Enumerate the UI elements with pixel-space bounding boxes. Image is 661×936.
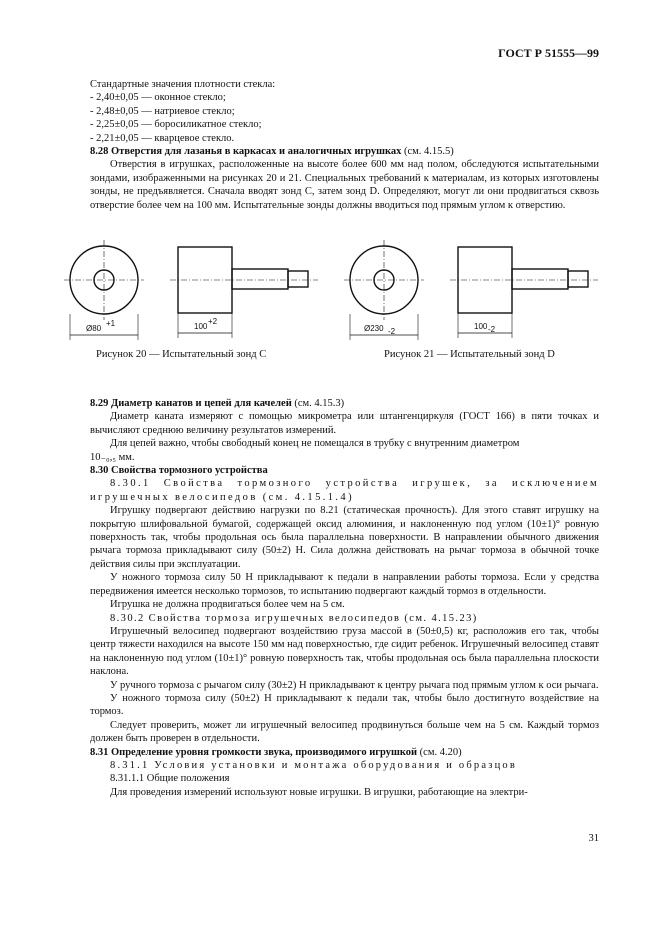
probe-d-shaft [512, 269, 568, 289]
main-text-block [90, 397, 599, 799]
density-item: - 2,40±0,05 — оконное стекло; [90, 92, 226, 104]
section-8-31 [90, 746, 599, 759]
section-title: 8.28 Отверстия для лазанья в каркасах и аналогичных игрушках [90, 146, 402, 158]
subsection-8-30-1: 8.30.1 Свойства тормозного устройства игрушек, за исключением игрушечных велосипедов (см. 4.15.1.4) [90, 478, 599, 503]
fig20-len-label: 100 [194, 322, 208, 331]
section-ref: (см. 4.15.5) [401, 146, 454, 158]
section-8-30-title: 8.30 Свойства тормозного устройства [90, 465, 268, 477]
paragraph: Для проведения измерений используют новые игрушки. В игрушки, работающие на электри- [110, 786, 528, 798]
section-8-28-text: Отверстия в игрушках, расположенные на высоте более 600 мм над полом, обследуются испытательными зондами, изображенными на рисунках 20 и 21. Специальных требований к материалам, из которых изготовлены зонды, не предъявляется. Сначала вводят зонд C, затем зонд D. Определяют, могут ли они продвигаться сквозь отверстие более чем на 100 мм. Испытательные зонды должны вводиться под прямым углом к отверстию. [90, 159, 599, 211]
fig20-dia-label: Ø80 [86, 324, 102, 333]
fig21-dia-label: Ø230 [364, 324, 384, 333]
fig21-dia-tol: -2 [388, 327, 396, 336]
figure-21-caption: Рисунок 21 — Испытательный зонд D [384, 349, 555, 360]
paragraph: Игрушку подвергают действию нагрузки по 8.21 (статическая прочность). Для этого ставят игрушку на покрытую шлифовальной бумагой, содержащей оксид алюминия, и наклоненную под углом (10±1)° ровную поверхность так, чтобы продольная ось была параллельна поверхности. В направлении обычного движения рычага тормоза прикладывают силу (50±2) Н. Сила должна действовать на рычаг тормоза в обычной точке действия силы при эксплуатации. [90, 505, 599, 570]
fig21-len-label: 100 [474, 322, 488, 331]
section-title: 8.31 Определение уровня громкости звука, производимого игрушкой [90, 746, 418, 758]
paragraph: У ножного тормоза силу (50±2) Н прикладывают к педали так, чтобы было достигнуто воздействие на тормоз. [90, 692, 599, 718]
figure-20-caption: Рисунок 20 — Испытательный зонд C [96, 349, 267, 360]
paragraph: Игрушечный велосипед подвергают воздействию груза массой в (50±0,5) кг, расположив его так, чтобы центр тяжести находился на высоте 150 мм над поверхностью, где сидит ребенок. Игрушечный велосипед ставят на наклоненную под углом (10±1)° ровную поверхность так, чтобы продольная ось была параллельна плоскости наклона. [90, 625, 599, 678]
paragraph: У ножного тормоза силу 50 Н прикладывают к педали в направлении работы тормоза. Если у средства передвижения имеется несколько тормозов, то испытанию подвергают каждый тормоз в отдельности. [90, 572, 599, 597]
density-intro: Стандартные значения плотности стекла: [90, 79, 276, 90]
probe-c-shaft [232, 269, 288, 289]
section-title: 8.29 Диаметр канатов и цепей для качелей [90, 398, 292, 409]
paragraph: Для цепей важно, чтобы свободный конец не помещался в трубку с внутренним диаметром [110, 438, 520, 450]
standard-header: ГОСТ Р 51555—99 [498, 46, 599, 60]
section-ref: (см. 4.20) [417, 746, 462, 758]
subsection-8-31-1-1: 8.31.1.1 Общие положения [110, 773, 230, 785]
fig21-len-tol: -2 [488, 325, 496, 334]
density-item: - 2,25±0,05 — боросиликатное стекло; [90, 119, 262, 131]
fig20-dia-tol: +1 [106, 319, 116, 328]
page-number: 31 [588, 833, 599, 844]
density-item: - 2,21±0,05 — кварцевое стекло. [90, 132, 235, 144]
paragraph: Диаметр каната измеряют с помощью микрометра или штангенциркуля (ГОСТ 166) в пяти точках и вычисляют среднюю величину результатов измерений. [90, 411, 599, 436]
section-ref: (см. 4.15.3) [291, 398, 345, 409]
subsection-8-31-1: 8.31.1 Условия установки и монтажа оборудования и образцов [110, 759, 517, 771]
paragraph: У ручного тормоза с рычагом силу (30±2) Н прикладывают к центру рычага под прямым углом к оси рычага. [110, 679, 599, 691]
paragraph: 10₋₀,₅ мм. [90, 451, 135, 463]
fig20-len-tol: +2 [208, 317, 218, 326]
section-8-29 [90, 397, 599, 410]
paragraph: Игрушка не должна продвигаться более чем на 5 см. [110, 599, 345, 611]
paragraph: Следует проверить, может ли игрушечный велосипед продвинуться больше чем на 5 см. Каждый тормоз должен быть проверен в отдельности. [90, 719, 599, 745]
density-item: - 2,48±0,05 — натриевое стекло; [90, 105, 235, 117]
subsection-8-30-2: 8.30.2 Свойства тормоза игрушечных велосипедов (см. 4.15.23) [110, 612, 478, 624]
